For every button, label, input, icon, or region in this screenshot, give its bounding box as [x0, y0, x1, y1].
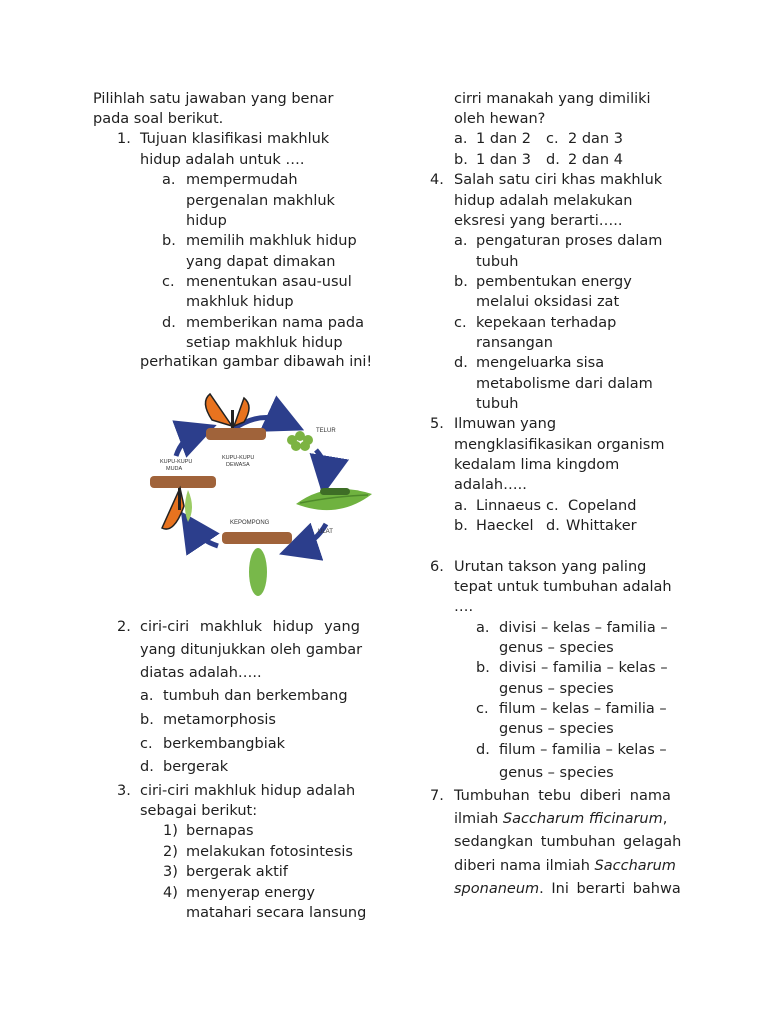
label-ulat: ULAT: [318, 529, 333, 535]
option-text: berkembangbiak: [163, 736, 286, 752]
option-text: mempermudah: [186, 172, 298, 188]
question-text: eksresi yang berarti…..: [454, 213, 623, 229]
option-letter: c.: [546, 131, 559, 147]
option-letter: c.: [140, 736, 153, 752]
option-text: filum – familia – kelas –: [499, 742, 667, 758]
cycle-arrow: [298, 524, 326, 548]
option-text: divisi – familia – kelas –: [499, 660, 668, 676]
chrysalis-icon: [249, 548, 267, 596]
option-letter: c.: [476, 701, 489, 717]
option-letter: a.: [140, 688, 154, 704]
question-text: cirri manakah yang dimiliki: [454, 91, 651, 107]
question-text: Salah satu ciri khas makhluk: [454, 172, 663, 188]
question-text: Tumbuhan tebu diberi nama: [454, 788, 671, 804]
question-text: diberi nama ilmiah Saccharum: [454, 858, 676, 874]
option-text: makhluk hidup: [186, 294, 294, 310]
label-kepompong: KEPOMPONG: [230, 520, 270, 526]
question-number: 3.: [117, 783, 131, 799]
scientific-name: Saccharum fficinarum: [502, 811, 663, 827]
option-letter: c.: [162, 274, 175, 290]
option-letter: d.: [546, 152, 560, 168]
question-text: kedalam lima kingdom: [454, 457, 620, 473]
option-text: 2 dan 4: [568, 152, 623, 168]
option-letter: c.: [546, 498, 559, 514]
question-number: 5.: [430, 416, 444, 432]
question-number: 1.: [117, 131, 131, 147]
option-letter: a.: [454, 131, 468, 147]
young-butterfly-icon: [162, 488, 184, 529]
question-text: sebagai berikut:: [140, 803, 258, 819]
caterpillar-icon: [320, 488, 350, 495]
question-text: Tujuan klasifikasi makhluk: [140, 131, 330, 147]
question-text: mengklasifikasikan organism: [454, 437, 665, 453]
option-letter: d.: [140, 759, 154, 775]
option-letter: b.: [140, 712, 154, 728]
option-letter: a.: [454, 233, 468, 249]
option-text: Copeland: [568, 498, 637, 514]
instruction-line-1: Pilihlah satu jawaban yang benar: [93, 91, 334, 107]
question-text: ciri-ciri makhluk hidup yang: [140, 619, 360, 635]
option-text: kepekaan terhadap: [476, 315, 617, 331]
option-text: pembentukan energy: [476, 274, 632, 290]
branch: [150, 476, 216, 488]
option-letter: a.: [162, 172, 176, 188]
butterfly-life-cycle-diagram: [140, 384, 380, 604]
option-text: genus – species: [499, 681, 614, 697]
list-text: melakukan fotosintesis: [186, 844, 353, 860]
question-text: ciri-ciri makhluk hidup adalah: [140, 783, 356, 799]
question-text: hidup adalah untuk ….: [140, 152, 305, 168]
option-letter: a.: [454, 498, 468, 514]
option-text: yang dapat dimakan: [186, 254, 336, 270]
eggs-icon: [287, 431, 313, 451]
option-text: genus – species: [499, 721, 614, 737]
option-text: memberikan nama pada: [186, 315, 364, 331]
question-text: Ilmuwan yang: [454, 416, 557, 432]
list-number: 2): [163, 844, 178, 860]
question-text: diatas adalah…..: [140, 665, 262, 681]
option-letter: b.: [454, 518, 468, 534]
option-text: melalui oksidasi zat: [476, 294, 620, 310]
diagram-instruction: perhatikan gambar dibawah ini!: [140, 354, 373, 370]
scientific-name: Saccharum: [594, 858, 676, 874]
question-number: 6.: [430, 559, 444, 575]
list-number: 3): [163, 864, 178, 880]
option-letter: d.: [476, 742, 490, 758]
option-text: pengaturan proses dalam: [476, 233, 663, 249]
question-number: 2.: [117, 619, 131, 635]
question-text: adalah…..: [454, 477, 527, 493]
instruction-line-2: pada soal berikut.: [93, 111, 224, 127]
option-text: setiap makhluk hidup: [186, 335, 343, 351]
question-number: 7.: [430, 788, 444, 804]
label-kupu-dewasa: KUPU-KUPU: [222, 455, 255, 461]
question-number: 4.: [430, 172, 444, 188]
list-text: menyerap energy: [186, 885, 315, 901]
option-text: bergerak: [163, 759, 229, 775]
option-text: filum – kelas – familia –: [499, 701, 667, 717]
option-text: 1 dan 3: [476, 152, 531, 168]
option-text: menentukan asau-usul: [186, 274, 352, 290]
list-text: bernapas: [186, 823, 254, 839]
option-letter: b.: [162, 233, 176, 249]
option-text: tubuh: [476, 396, 519, 412]
option-letter: c.: [454, 315, 467, 331]
question-text: yang ditunjukkan oleh gambar: [140, 642, 363, 658]
option-text: Haeckel: [476, 518, 534, 534]
option-letter: d.: [454, 355, 468, 371]
option-text: Whittaker: [566, 518, 637, 534]
option-letter: d.: [162, 315, 176, 331]
branch: [222, 532, 292, 544]
question-text: hidup adalah melakukan: [454, 193, 633, 209]
option-text: mengeluarka sisa: [476, 355, 605, 371]
label-kupu-dewasa: DEWASA: [226, 462, 250, 468]
question-text: ….: [454, 599, 474, 615]
option-letter: b.: [454, 152, 468, 168]
cycle-arrow: [192, 528, 218, 546]
scientific-name: sponaneum: [454, 881, 540, 897]
option-letter: b.: [476, 660, 490, 676]
option-text: metabolisme dari dalam: [476, 376, 653, 392]
option-text: memilih makhluk hidup: [186, 233, 357, 249]
option-text: tumbuh dan berkembang: [163, 688, 348, 704]
question-text: Urutan takson yang paling: [454, 559, 647, 575]
question-text: tepat untuk tumbuhan adalah: [454, 579, 672, 595]
list-text: bergerak aktif: [186, 864, 288, 880]
option-letter: d.: [546, 518, 560, 534]
option-text: divisi – kelas – familia –: [499, 620, 668, 636]
question-text: ilmiah Saccharum fficinarum,: [454, 811, 668, 827]
question-text: oleh hewan?: [454, 111, 546, 127]
cycle-arrow: [176, 432, 198, 456]
option-text: tubuh: [476, 254, 519, 270]
option-letter: a.: [476, 620, 490, 636]
option-text: metamorphosis: [163, 712, 276, 728]
cycle-arrow: [316, 450, 326, 476]
list-text: matahari secara lansung: [186, 905, 367, 921]
empty-chrysalis-icon: [185, 490, 192, 522]
option-text: ransangan: [476, 335, 553, 351]
list-number: 1): [163, 823, 178, 839]
label-kupu-muda: MUDA: [166, 466, 183, 472]
question-text: sponaneum. Ini berarti bahwa: [454, 881, 681, 897]
adult-butterfly-icon: [205, 394, 249, 428]
option-text: 1 dan 2: [476, 131, 531, 147]
option-text: genus – species: [499, 765, 614, 781]
list-number: 4): [163, 885, 178, 901]
option-text: 2 dan 3: [568, 131, 623, 147]
option-text: Linnaeus: [476, 498, 542, 514]
branch: [206, 428, 266, 440]
question-text: sedangkan tumbuhan gelagah: [454, 834, 682, 850]
option-text: hidup: [186, 213, 227, 229]
label-kupu-muda: KUPU-KUPU: [160, 459, 193, 465]
label-telur: TELUR: [316, 428, 336, 434]
option-letter: b.: [454, 274, 468, 290]
option-text: pergenalan makhluk: [186, 193, 335, 209]
option-text: genus – species: [499, 640, 614, 656]
